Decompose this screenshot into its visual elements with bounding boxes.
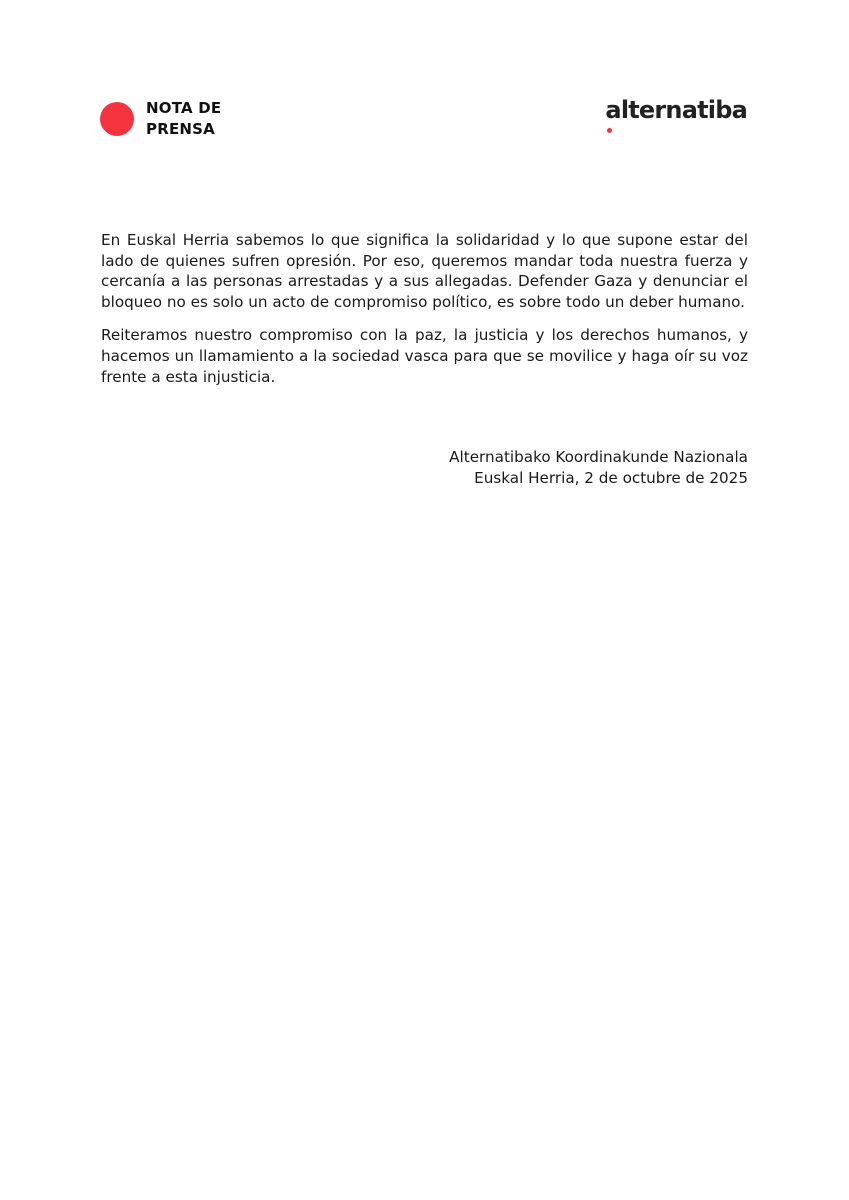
red-dot-icon [100,102,134,136]
signature-organization: Alternatibako Koordinakunde Nazionala [449,448,748,466]
paragraph-2: Reiteramos nuestro compromiso con la paz, la justicia y los derechos humanos, y hacemos un llamamiento a la sociedad vasca para que se movilice y haga oír su voz frente a esta injusticia. [101,326,748,386]
paragraph-1: En Euskal Herria sabemos lo que significa la solidaridad y lo que supone estar del lado de quienes sufren opresión. Por eso, queremos mandar toda nuestra fuerza y cercanía a las personas arrestadas y a sus allegadas. Defender Gaza y denunciar el bloqueo no es solo un acto de compromiso político, es sobre todo un deber humano. [101,231,748,311]
badge-line-1: NOTA DE [146,99,222,117]
body-text [101,230,748,400]
press-release-badge [100,98,221,140]
logo-dot-icon [607,128,612,133]
signature-place-date: Euskal Herria, 2 de octubre de 2025 [474,468,748,487]
signature-block [449,447,748,488]
alternatiba-logo [607,96,747,136]
badge-line-2: PRENSA [146,120,215,138]
badge-label [146,98,221,140]
logo-wordmark: alternatiba [605,96,747,124]
